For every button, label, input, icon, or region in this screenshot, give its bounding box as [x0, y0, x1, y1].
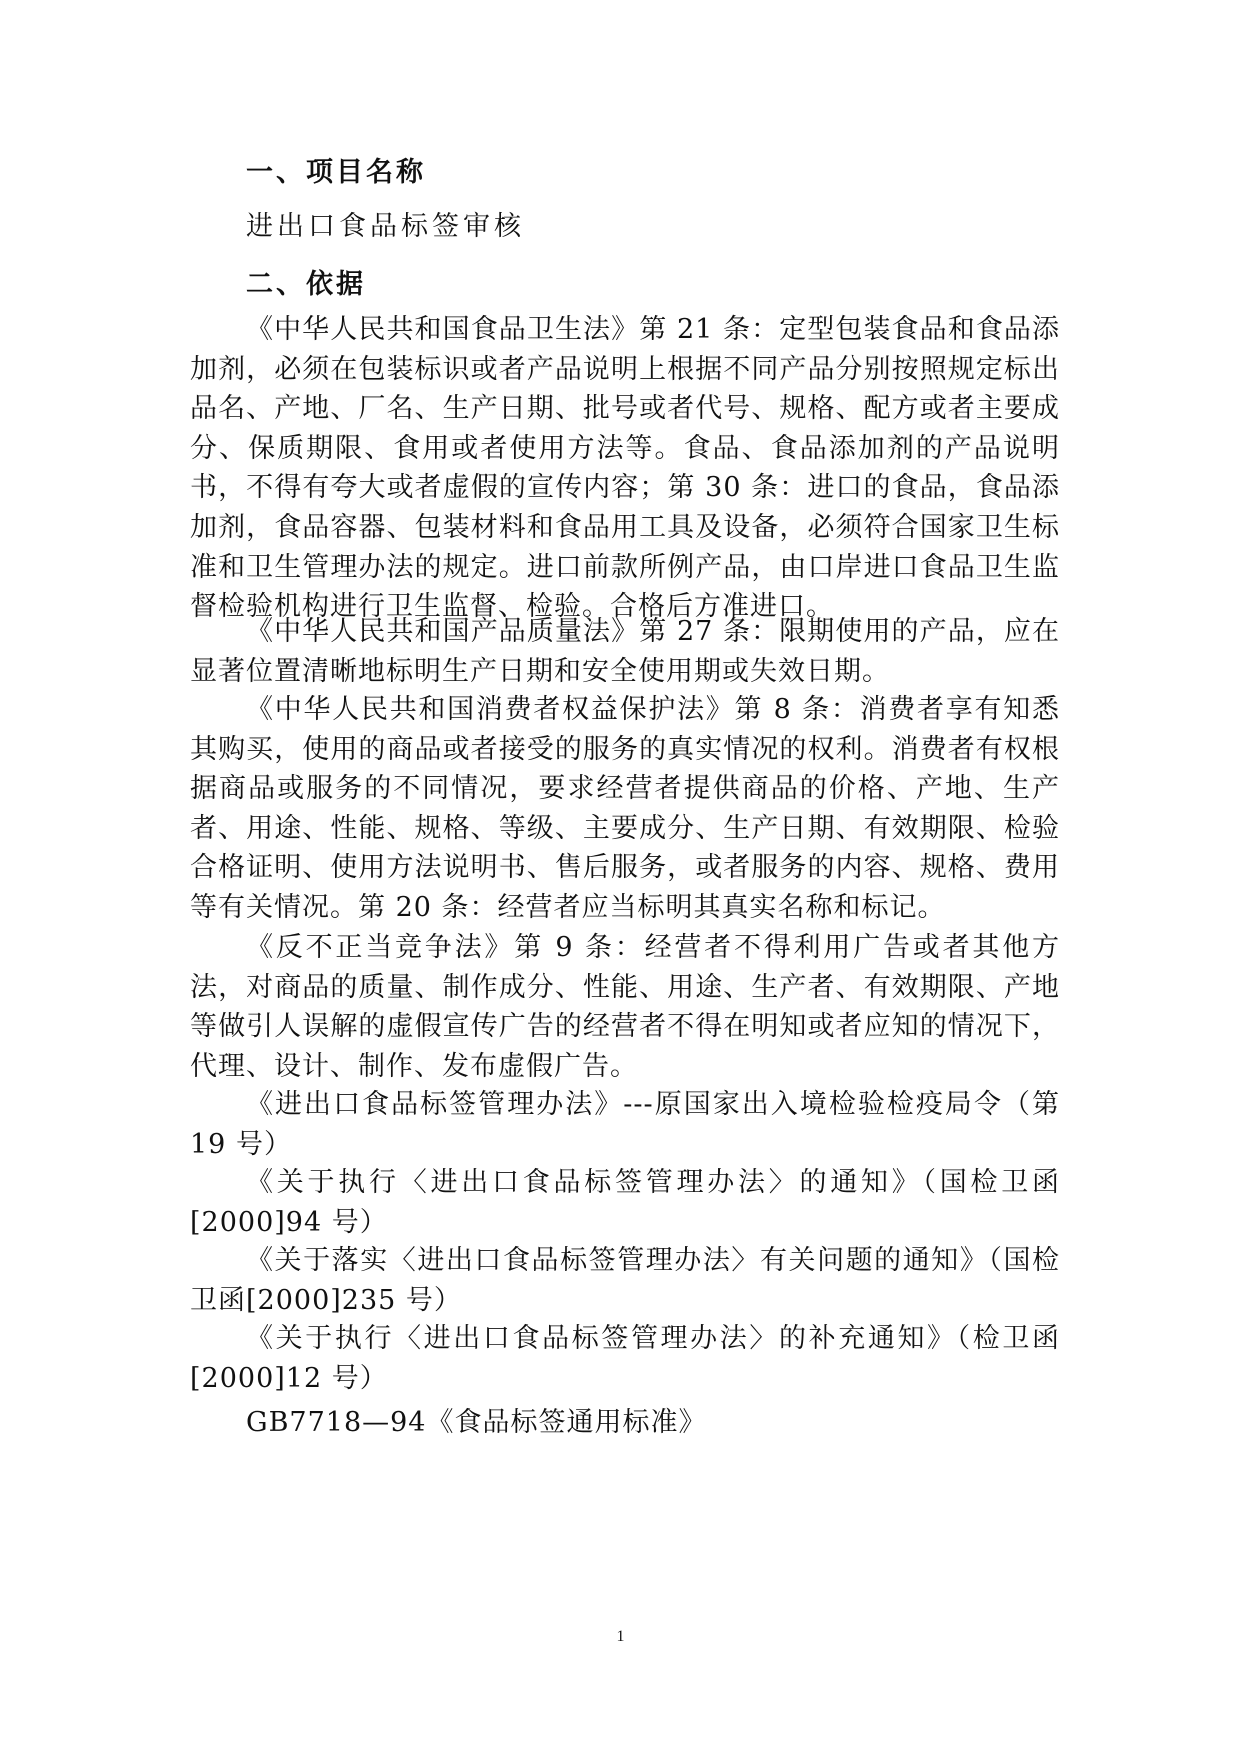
reference-item: 《关于落实〈进出口食品标签管理办法〉有关问题的通知》（国检卫函[2000]235 号）: [190, 1245, 1060, 1316]
page-number: 1: [616, 1628, 625, 1645]
basis-paragraph-product-quality-law: 《中华人民共和国产品质量法》第 27 条：限期使用的产品，应在显著位置清晰地标明生产日期和安全使用期或失效日期。: [190, 616, 1060, 687]
standard-reference: GB7718—94《食品标签通用标准》: [246, 1407, 707, 1438]
basis-paragraph-food-hygiene-law: 《中华人民共和国食品卫生法》第 21 条：定型包装食品和食品添加剂，必须在包装标识或者产品说明上根据不同产品分别按照规定标出品名、产地、厂名、生产日期、批号或者代号、规格、配方或者主要成分、保质期限、食用或者使用方法等。食品、食品添加剂的产品说明书，不得有夸大或者虚假的宣传内容；第 30 条：进口的食品，食品添加剂，食品容器、包装材料和食品用工具及设备，必须符合国家卫生标准和卫生管理办法的规定。进口前款所例产品，由口岸进口食品卫生监督检验机构进行卫生监督、检验。合格后方准进口。: [190, 314, 1060, 623]
basis-paragraph-consumer-protection-law: 《中华人民共和国消费者权益保护法》第 8 条：消费者享有知悉其购买，使用的商品或者接受的服务的真实情况的权利。消费者有权根据商品或服务的不同情况，要求经营者提供商品的价格、产地、生产者、用途、性能、规格、等级、主要成分、生产日期、有效期限、检验合格证明、使用方法说明书、售后服务，或者服务的内容、规格、费用等有关情况。第 20 条：经营者应当标明其真实名称和标记。: [190, 694, 1060, 923]
reference-item: 《进出口食品标签管理办法》---原国家出入境检验检疫局令（第 19 号）: [190, 1089, 1060, 1160]
section-2-heading: 二、依据: [246, 269, 366, 300]
section-1-heading: 一、项目名称: [246, 157, 426, 188]
basis-paragraph-anti-unfair-competition-law: 《反不正当竞争法》第 9 条：经营者不得利用广告或者其他方法，对商品的质量、制作成分、性能、用途、生产者、有效期限、产地等做引人误解的虚假宣传广告的经营者不得在明知或者应知的情况下，代理、设计、制作、发布虚假广告。: [190, 932, 1060, 1082]
reference-item: 《关于执行〈进出口食品标签管理办法〉的通知》（国检卫函[2000]94 号）: [190, 1167, 1060, 1238]
project-name: 进出口食品标签审核: [246, 211, 525, 242]
reference-item: 《关于执行〈进出口食品标签管理办法〉的补充通知》（检卫函[2000]12 号）: [190, 1323, 1060, 1394]
